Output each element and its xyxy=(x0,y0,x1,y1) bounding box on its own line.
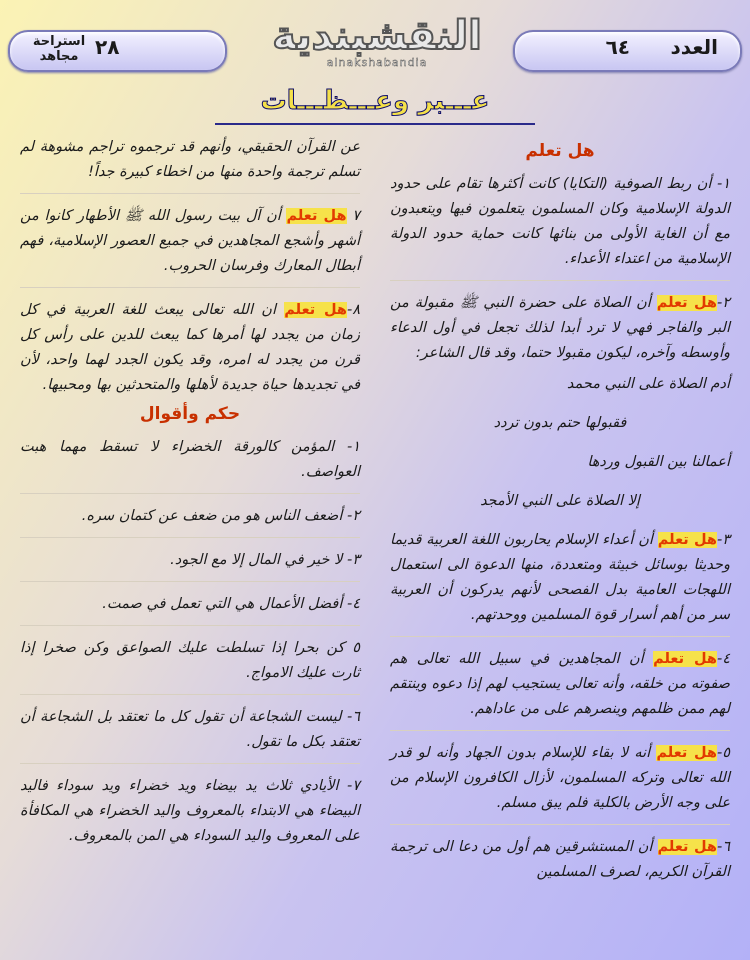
fact-number: ٥- xyxy=(716,745,730,761)
fact-4 xyxy=(390,647,730,731)
saying-5: ٥ كن بحرا إذا تسلطت عليك الصواعق وكن صخرا إذا ثارت عليك الامواج. xyxy=(20,636,360,695)
fact-text: أن آل بيت رسول الله ﷺ الأطهار كانوا من أشهر وأشجع المجاهدين في جميع العصور الإسلامية، فهم أبطال المعارك وفرسان الحروب. xyxy=(20,208,360,274)
page-banner xyxy=(8,30,227,72)
issue-number: ٦٤ xyxy=(605,35,630,59)
fact-7 xyxy=(20,204,360,288)
fact-number: ٣- xyxy=(716,532,731,548)
fact-6-continuation: عن القرآن الحقيقي، وأنهم قد ترجموه تراجم مشوهة لم تسلم ترجمة واحدة منها من اخطاء كبيرة جداً! xyxy=(20,135,360,194)
fact-number: ٢- xyxy=(716,295,731,311)
fact-highlight: هل تعلم xyxy=(656,295,717,311)
logo-arabic: النقشبندية xyxy=(272,13,482,59)
saying-6: ٦- ليست الشجاعة أن تقول كل ما تعتقد بل الشجاعة أن تعتقد بكل ما تقول. xyxy=(20,705,360,764)
poem-line-1: أدم الصلاة على النبي محمد xyxy=(566,376,730,392)
poem-line-4: إلا الصلاة على النبي الأمجد xyxy=(480,493,640,509)
fact-5 xyxy=(390,741,730,825)
page-number: ٢٨ xyxy=(95,35,120,59)
fact-text: أن المستشرقين هم أول من دعا الى ترجمة القرآن الكريم، لصرف المسلمين xyxy=(390,839,730,880)
magazine-logo xyxy=(268,10,486,82)
did-you-know-heading: هل تعلم xyxy=(525,141,595,161)
sayings-heading: حكم وأقوال xyxy=(139,404,241,424)
fact-text: أنه لا بقاء للإسلام بدون الجهاد وأنه لو قدر الله تعالى وتركه المسلمون، لأزال الكافرون الإسلام من على وجه الأرض بالكلية فلم يبق مسلم. xyxy=(390,745,730,811)
poem-line-3: أعمالنا بين القبول وردها xyxy=(587,454,730,470)
fact-2 xyxy=(390,291,730,366)
fact-6 xyxy=(390,835,730,885)
right-column xyxy=(390,135,730,889)
fact-3 xyxy=(390,528,730,637)
fact-highlight: هل تعلم xyxy=(657,839,717,855)
logo-latin: alnakshabandia xyxy=(326,56,428,69)
page-title: عـــبر وعـــظـــات xyxy=(260,86,490,116)
issue-label: العدد xyxy=(670,35,718,59)
fact-text: أن المجاهدين في سبيل الله تعالى هم صفوته من خلقه، وأنه تعالى يستجيب لهم إذا دعوه وينتقم لهم ممن ظلمهم وينصرهم على من عاداهم. xyxy=(390,651,730,717)
fact-highlight: هل تعلم xyxy=(653,651,717,667)
saying-3: ٣- لا خير في المال إلا مع الجود. xyxy=(20,548,360,582)
fact-8 xyxy=(20,298,360,398)
saying-4: ٤- أفضل الأعمال هي التي تعمل في صمت. xyxy=(20,592,360,626)
fact-text: أن الصلاة على حضرة النبي ﷺ مقبولة من البر والفاجر فهي لا ترد أبدا لذلك تجعل في أول الدعاء وأوسطه وآخره، ليكون مقبولا حتما، وقد قال الشاعر: xyxy=(390,295,730,361)
fact-highlight: هل تعلم xyxy=(656,745,717,761)
fact-highlight: هل تعلم xyxy=(657,532,717,548)
fact-number: ٧ xyxy=(352,208,361,224)
issue-banner xyxy=(513,30,742,72)
section-label xyxy=(30,34,88,64)
fact-highlight: هل تعلم xyxy=(284,302,347,318)
fact-number: ٤- xyxy=(716,651,731,667)
saying-1: ١- المؤمن كالورقة الخضراء لا تسقط مهما هبت العواصف. xyxy=(20,435,360,494)
fact-1: ١- أن ربط الصوفية (التكايا) كانت أكثرها تقام على حدود الدولة الإسلامية وكان المسلمون يتعلمون فيها ويتعبدون مع أن الغاية الأولى من بنائها كانت حماية حدود الدولة الإسلامية من اعتداء الأعداء. xyxy=(390,172,730,281)
fact-number: ٨- xyxy=(346,302,360,318)
saying-7: ٧- الأيادي ثلاث يد بيضاء ويد خضراء ويد سوداء فاليد البيضاء هي الابتداء بالمعروف واليد الخضراء هي المكافأة على المعروف واليد السوداء هي المن بالمعروف. xyxy=(20,778,360,844)
section-label-line2: مجاهد xyxy=(39,49,79,64)
fact-text: أن أعداء الإسلام يحاربون اللغة العربية قديما وحديثا بوسائل خبيثة ومتعددة، منها الدعوة الى استعمال اللهجات العامية بدل الفصحى لأنهم يدركون أن العربية سر من أهم أسرار قوة المسلمين ووحدتهم. xyxy=(390,532,730,623)
left-column xyxy=(20,135,360,853)
fact-highlight: هل تعلم xyxy=(286,208,347,224)
fact-text: ان الله تعالى يبعث للغة العربية في كل زمان من يجدد لها أمرها كما يبعث للدين على رأس كل قرن من يجدد له امره، وقد يكون الجدد لهما واحد، لأن في تجديدها حياة جديدة لأهلها والمتحدثين بها ومحبيها. xyxy=(20,302,360,393)
saying-2: ٢- أضعف الناس هو من ضعف عن كتمان سره. xyxy=(20,504,360,538)
poem-line-2: فقبولها حتم بدون تردد xyxy=(493,415,627,431)
title-underline xyxy=(215,123,535,125)
fact-number: ٦- xyxy=(716,839,731,855)
section-label-line1: استراحة xyxy=(32,34,86,49)
